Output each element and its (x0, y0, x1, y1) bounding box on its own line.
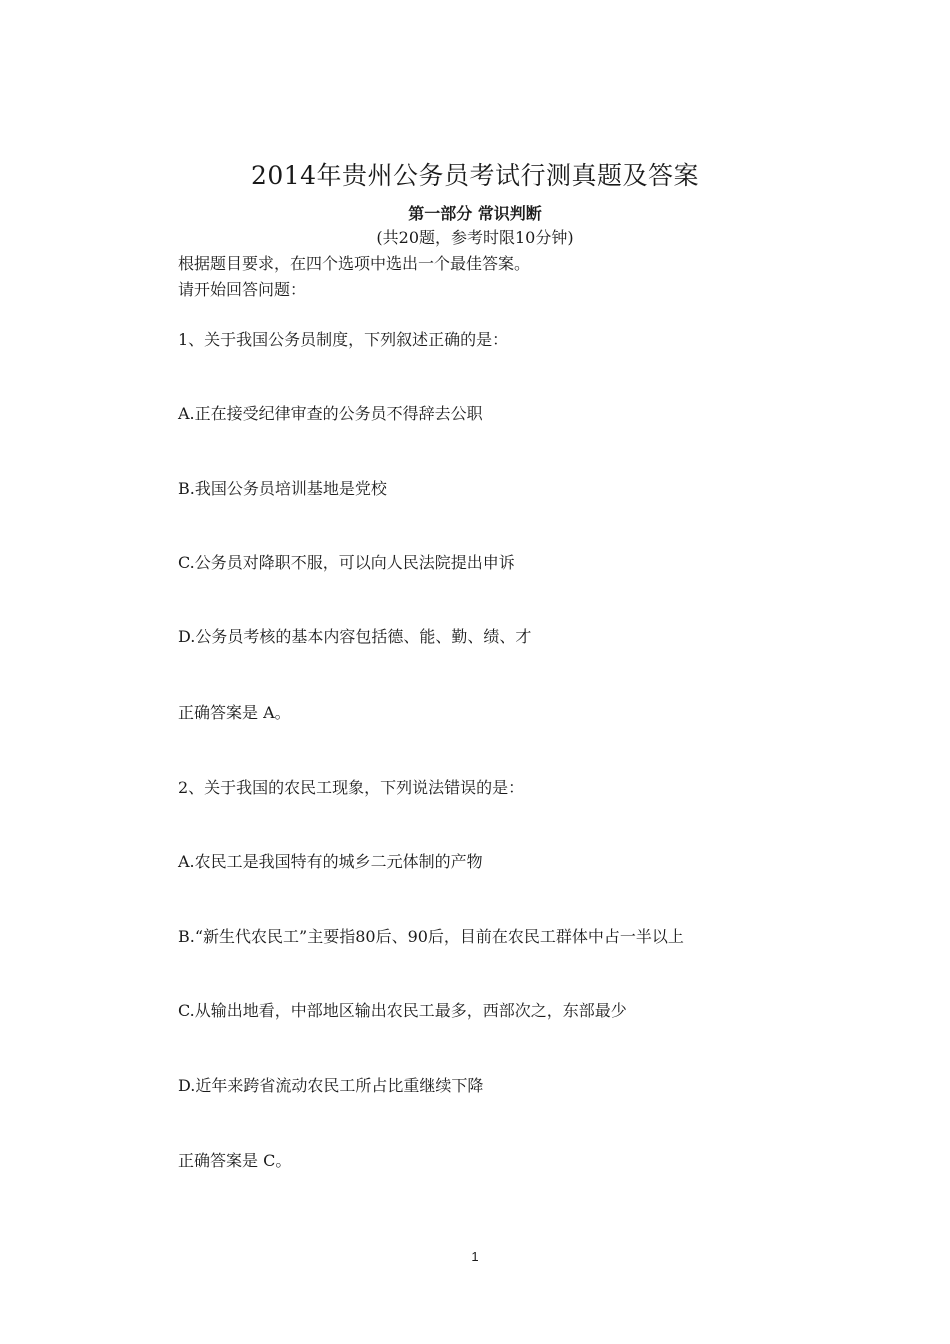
question-1-option-c: C.公务员对降职不服，可以向人民法院提出申诉 (178, 553, 515, 572)
section-title: 第一部分 常识判断 (408, 204, 542, 223)
question-2-option-d: D.近年来跨省流动农民工所占比重继续下降 (178, 1076, 484, 1095)
question-2-option-b: B.“新生代农民工”主要指80后、90后，目前在农民工群体中占一半以上 (178, 927, 684, 946)
question-1-answer: 正确答案是 A。 (178, 703, 291, 722)
question-2-stem: 2、关于我国的农民工现象，下列说法错误的是： (178, 778, 525, 797)
question-2-option-a: A.农民工是我国特有的城乡二元体制的产物 (178, 852, 483, 871)
question-1-stem: 1、关于我国公务员制度，下列叙述正确的是： (178, 330, 509, 349)
start-prompt: 请开始回答问题： (178, 280, 307, 299)
question-1-option-b: B.我国公务员培训基地是党校 (178, 479, 387, 498)
question-2-option-c: C.从输出地看，中部地区输出农民工最多，西部次之，东部最少 (178, 1001, 627, 1020)
instructions-text: 根据题目要求，在四个选项中选出一个最佳答案。 (178, 254, 531, 273)
section-note: (共20题，参考时限10分钟) (376, 228, 574, 247)
question-1-option-a: A.正在接受纪律审查的公务员不得辞去公职 (178, 404, 483, 423)
page-number: 1 (471, 1249, 479, 1264)
question-1-option-d: D.公务员考核的基本内容包括德、能、勤、绩、才 (178, 627, 532, 646)
document-title: 2014年贵州公务员考试行测真题及答案 (250, 161, 700, 190)
question-2-answer: 正确答案是 C。 (178, 1151, 292, 1170)
